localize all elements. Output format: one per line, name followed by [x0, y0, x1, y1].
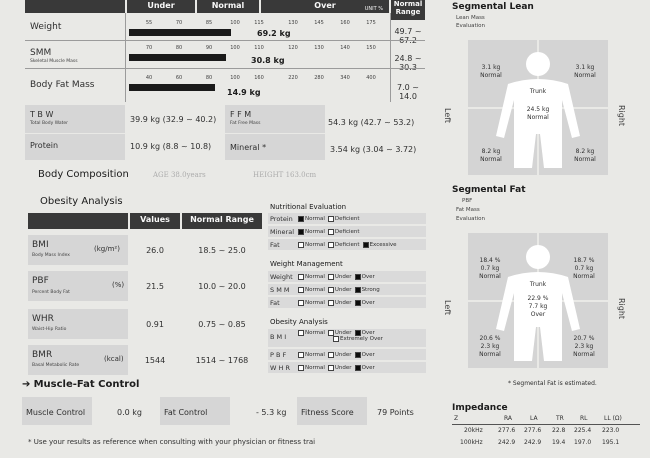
bfm-scale: [127, 75, 389, 82]
nutritional-title: Nutritional Evaluation: [270, 203, 347, 211]
wm-weight-under: [328, 274, 352, 280]
weight-value: 69.2 kg: [257, 29, 291, 38]
imp-cell: 242.9: [524, 439, 542, 446]
mineral-value: 3.54 kg (3.04 ~ 3.72): [330, 145, 417, 154]
header-under: Under: [127, 0, 195, 13]
checkbox-empty-icon: [328, 229, 334, 235]
mineral-label: Mineral *: [230, 143, 267, 152]
option-label: Normal: [305, 273, 325, 280]
bmi-name: BMI: [32, 240, 49, 250]
whr-value: 0.91: [146, 320, 164, 329]
nutr-mineral-normal: [298, 229, 325, 235]
segmental-fat-figure: [468, 233, 608, 368]
fat-left-leg-pbf: 20.6 %: [479, 335, 501, 342]
option-label: Under: [334, 299, 352, 306]
oe-bmi-label: B M I: [270, 333, 287, 341]
impedance-divider: [452, 424, 640, 425]
nutr-fat-row: [268, 239, 426, 250]
option-label: Strong: [361, 286, 380, 293]
checkbox-checked-icon: [355, 274, 361, 280]
checkbox-empty-icon: [298, 242, 304, 248]
wm-fat-normal: [298, 300, 325, 306]
fat-right-arm-kg: 0.7 kg: [574, 265, 594, 272]
nutr-protein-label: Protein: [270, 214, 293, 223]
oe-whr-over: [355, 365, 375, 371]
fat-left-arm-pbf: 18.4 %: [479, 257, 501, 264]
nutr-fat-deficient: [328, 242, 360, 248]
weight-label: Weight: [30, 22, 62, 32]
lean-right-label: Right: [617, 105, 626, 127]
bmi-range: 18.5 ~ 25.0: [198, 246, 246, 255]
smm-bar: [129, 54, 226, 61]
oe-pbf-row: [268, 349, 426, 360]
option-label: Under: [334, 286, 352, 293]
bfm-value: 14.9 kg: [227, 88, 261, 97]
lean-right-arm-eval: Normal: [574, 72, 596, 79]
col-divider: [125, 13, 126, 102]
lean-left-leg-kg: 8.2 kg: [481, 148, 501, 155]
bfm-range: 7.0 ~ 14.0: [397, 83, 419, 101]
option-label: Over: [361, 351, 375, 358]
weight-range: 49.7 ~: [394, 27, 422, 36]
checkbox-empty-icon: [298, 365, 304, 371]
fat-right-leg-pbf: 20.7 %: [573, 335, 595, 342]
wm-fat-label: Fat: [270, 298, 280, 307]
checkbox-empty-icon: [328, 216, 334, 222]
obesity-analysis-title: Obesity Analysis: [40, 196, 123, 207]
scale-tick: 220: [288, 75, 298, 81]
fat-control-value: - 5.3 kg: [256, 408, 287, 417]
weight-management: [268, 260, 428, 312]
wm-smm-strong: [355, 287, 380, 293]
fat-left-label: Left: [443, 300, 452, 316]
height-text: HEIGHT 163.0cm: [253, 171, 317, 179]
imp-cell: 197.0: [574, 439, 592, 446]
tbw-sublabel: Total Body Water: [30, 121, 69, 126]
scale-tick: 60: [175, 75, 183, 81]
imp-col-z: Z: [454, 415, 459, 422]
nutritional-evaluation: [268, 203, 428, 255]
header-normal-range: Normal Range: [391, 0, 425, 20]
imp-col-la: LA: [530, 415, 538, 422]
pbf-unit: (%): [112, 281, 125, 289]
nutr-protein-row: [268, 213, 426, 224]
scale-tick: 145: [314, 20, 324, 26]
scale-tick: 130: [288, 20, 298, 26]
row-divider: [25, 68, 425, 69]
scale-tick: 115: [254, 20, 264, 26]
segmental-fat-sub3: Evaluation: [456, 216, 486, 222]
col-range-header: Normal Range: [182, 213, 262, 229]
option-label: Normal: [305, 299, 325, 306]
scale-tick: 175: [366, 20, 376, 26]
footnote: * Use your results as reference when consulting with your physician or fitness trai: [28, 438, 316, 446]
fat-left-leg-kg: 2.3 kg: [480, 343, 500, 350]
imp-cell: 195.1: [602, 439, 620, 446]
checkbox-empty-icon: [298, 287, 304, 293]
impedance-title: Impedance: [452, 403, 508, 413]
scale-tick: 55: [145, 20, 153, 26]
scale-tick: 110: [254, 45, 264, 51]
fat-left-arm-kg: 0.7 kg: [480, 265, 500, 272]
checkbox-empty-icon: [333, 336, 339, 342]
scale-tick: 160: [254, 75, 264, 81]
lean-left-arm-kg: 3.1 kg: [481, 64, 501, 71]
lean-left-leg-eval: Normal: [480, 156, 502, 163]
wm-weight-row: [268, 271, 426, 282]
oe-pbf-over: [355, 352, 375, 358]
header-over-label: Over: [314, 1, 336, 10]
option-label: Over: [361, 330, 375, 336]
muscle-fat-control-title: [22, 379, 139, 390]
scale-tick: 120: [288, 45, 298, 51]
scale-tick: 400: [366, 75, 376, 81]
checkbox-empty-icon: [298, 330, 304, 336]
checkbox-empty-icon: [328, 300, 334, 306]
option-label: Normal: [305, 330, 325, 336]
imp-cell: 277.6: [524, 427, 542, 434]
col-divider: [390, 13, 391, 102]
fat-left-arm-eval: Normal: [479, 273, 501, 280]
oe-bmi-options: [298, 330, 424, 342]
protein-value: 10.9 kg (8.8 ~ 10.8): [130, 142, 212, 151]
smm-sublabel: Skeletal Muscle Mass: [30, 59, 78, 64]
fat-control-label: Fat Control: [164, 408, 208, 417]
checkbox-checked-icon: [355, 365, 361, 371]
whr-sub: Waist-Hip Ratio: [32, 327, 67, 332]
ffm-value: 54.3 kg (42.7 ~ 53.2): [328, 118, 415, 127]
weight-bar: [129, 29, 231, 36]
nutr-mineral-row: [268, 226, 426, 237]
fat-trunk-kg: 7.7 kg: [528, 303, 548, 310]
segmental-lean-sub2: Evaluation: [456, 23, 486, 29]
col-values-header: Values: [130, 213, 180, 229]
bmi-unit: (kg/m²): [94, 245, 120, 253]
tbw-label: T B W: [30, 110, 54, 119]
oe-bmi-extremely-over: [333, 336, 383, 342]
option-label: Under: [334, 330, 352, 336]
bmr-range: 1514 ~ 1768: [195, 356, 249, 365]
bmr-value: 1544: [144, 356, 166, 365]
pbf-name: PBF: [32, 276, 49, 286]
nutr-mineral-deficient: [328, 229, 360, 235]
smm-value: 30.8 kg: [251, 56, 285, 65]
option-label: Deficient: [334, 241, 360, 248]
checkbox-checked-icon: [363, 242, 369, 248]
header-unit: UNIT %: [364, 6, 383, 12]
age-text: AGE 38.0years: [153, 171, 206, 179]
lean-right-leg-eval: Normal: [574, 156, 596, 163]
checkbox-checked-icon: [298, 216, 304, 222]
wm-fat-row: [268, 297, 426, 308]
fat-right-leg-eval: Normal: [573, 351, 595, 358]
nutr-fat-excessive: [363, 242, 397, 248]
option-label: Normal: [305, 228, 325, 235]
checkbox-empty-icon: [298, 274, 304, 280]
nutr-protein-deficient: [328, 216, 360, 222]
checkbox-empty-icon: [328, 242, 334, 248]
fitness-score-value: 79 Points: [377, 408, 414, 417]
lean-trunk-kg: 24.5 kg: [526, 106, 550, 113]
checkbox-empty-icon: [328, 352, 334, 358]
row-divider: [25, 40, 425, 41]
scale-tick: 70: [145, 45, 153, 51]
ffm-sublabel: Fat Free Mass: [230, 121, 261, 126]
fat-right-label: Right: [617, 298, 626, 320]
imp-col-rl: RL: [580, 415, 588, 422]
imp-freq: 100kHz: [460, 439, 483, 446]
scale-tick: 70: [175, 20, 183, 26]
checkbox-checked-icon: [298, 229, 304, 235]
nutr-fat-label: Fat: [270, 240, 280, 249]
option-label: Normal: [305, 364, 325, 371]
body-composition-strip: [28, 165, 425, 185]
weight-mgmt-title: Weight Management: [270, 260, 343, 268]
segmental-fat-note: * Segmental Fat is estimated.: [508, 380, 597, 387]
obesity-eval-title: Obesity Analysis: [270, 318, 328, 326]
checkbox-checked-icon: [355, 352, 361, 358]
bmr-name: BMR: [32, 350, 53, 360]
ffm-label: F F M: [230, 110, 252, 119]
scale-tick: 80: [175, 45, 183, 51]
nutr-protein-normal: [298, 216, 325, 222]
segmental-fat-sub1: PBF: [462, 198, 473, 204]
impedance-table: [452, 415, 644, 453]
bmi-sub: Body Mass Index: [32, 253, 70, 258]
oe-bmi-normal: [298, 330, 325, 336]
checkbox-checked-icon: [355, 300, 361, 306]
scale-tick: 130: [314, 45, 324, 51]
oe-pbf-normal: [298, 352, 325, 358]
scale-tick: 90: [205, 45, 213, 51]
option-label: Deficient: [334, 228, 360, 235]
checkbox-empty-icon: [298, 300, 304, 306]
muscle-control-value: 0.0 kg: [117, 408, 142, 417]
imp-freq: 20kHz: [464, 427, 483, 434]
segmental-lean-sub1: Lean Mass: [456, 15, 485, 21]
lean-right-leg-kg: 8.2 kg: [575, 148, 595, 155]
option-label: Normal: [305, 215, 325, 222]
option-label: Normal: [305, 351, 325, 358]
composition-block: [25, 105, 425, 161]
wm-smm-row: [268, 284, 426, 295]
wm-smm-under: [328, 287, 352, 293]
option-label: Excessive: [369, 241, 397, 248]
scale-tick: 340: [340, 75, 350, 81]
option-label: Over: [361, 299, 375, 306]
imp-cell: 242.9: [498, 439, 516, 446]
imp-col-tr: TR: [556, 415, 564, 422]
pbf-value: 21.5: [146, 282, 164, 291]
muscle-control-label: Muscle Control: [26, 408, 86, 417]
oe-whr-under: [328, 365, 352, 371]
option-label: Normal: [305, 241, 325, 248]
whr-range: 0.75 ~ 0.85: [198, 320, 246, 329]
imp-cell: 277.6: [498, 427, 516, 434]
oe-pbf-under: [328, 352, 352, 358]
wm-fat-under: [328, 300, 352, 306]
scale-tick: 140: [340, 45, 350, 51]
obesity-head-left: [28, 213, 128, 229]
smm-scale: [127, 45, 389, 52]
wm-weight-normal: [298, 274, 325, 280]
fat-left-leg-eval: Normal: [479, 351, 501, 358]
option-label: Under: [334, 351, 352, 358]
scale-tick: 160: [340, 20, 350, 26]
segmental-lean-figure: [468, 40, 608, 175]
obesity-evaluation: [268, 318, 428, 376]
bullet-arrow-icon: ➔: [22, 379, 31, 390]
checkbox-checked-icon: [355, 287, 361, 293]
smm-range: 24.8 ~: [394, 54, 422, 63]
lean-trunk-label: Trunk: [529, 88, 547, 95]
imp-cell: 225.4: [574, 427, 592, 434]
fat-right-arm-pbf: 18.7 %: [573, 257, 595, 264]
lean-left-label: Left: [443, 108, 452, 124]
header-left-dark: [25, 0, 125, 13]
fat-trunk-label: Trunk: [529, 281, 547, 288]
pbf-range: 10.0 ~ 20.0: [198, 282, 246, 291]
scale-tick: 100: [230, 45, 240, 51]
wm-weight-label: Weight: [270, 272, 293, 281]
muscle-fat-control-label: Muscle-Fat Control: [33, 379, 140, 390]
imp-cell: 19.4: [552, 439, 566, 446]
muscle-fat-control-row: [22, 397, 437, 427]
wm-weight-over: [355, 274, 375, 280]
weight-scale: [127, 20, 389, 27]
lean-right-arm-kg: 3.1 kg: [575, 64, 595, 71]
tbw-value: 39.9 kg (32.9 ~ 40.2): [130, 115, 217, 124]
fitness-score-label: Fitness Score: [301, 408, 354, 417]
imp-col-ll: LL (Ω): [604, 415, 622, 422]
scale-tick: 150: [366, 45, 376, 51]
option-label: Deficient: [334, 215, 360, 222]
fat-trunk-pbf: 22.9 %: [527, 295, 549, 302]
segmental-fat-sub2: Fat Mass: [456, 207, 480, 213]
scale-tick: 100: [230, 75, 240, 81]
option-label: Normal: [305, 286, 325, 293]
whr-name: WHR: [32, 314, 54, 324]
bmi-value: 26.0: [146, 246, 164, 255]
checkbox-empty-icon: [328, 274, 334, 280]
header-over: [261, 0, 389, 13]
lean-left-arm-eval: Normal: [480, 72, 502, 79]
segmental-fat-title: Segmental Fat: [452, 185, 526, 195]
nutr-mineral-label: Mineral: [270, 227, 294, 236]
fat-trunk-eval: Over: [530, 311, 546, 318]
nutr-fat-normal: [298, 242, 325, 248]
fat-right-arm-eval: Normal: [573, 273, 595, 280]
imp-cell: 223.0: [602, 427, 620, 434]
obesity-table: [28, 213, 263, 378]
header-normal: Normal: [197, 0, 259, 13]
scale-tick: 280: [314, 75, 324, 81]
bfm-bar: [129, 84, 215, 91]
option-label: Over: [361, 364, 375, 371]
wm-smm-normal: [298, 287, 325, 293]
bmr-sub: Basal Metabolic Rate: [32, 363, 80, 368]
option-label: Over: [361, 273, 375, 280]
oe-whr-label: W H R: [270, 363, 290, 372]
oe-bmi-row: [268, 329, 426, 347]
checkbox-empty-icon: [298, 352, 304, 358]
wm-fat-over: [355, 300, 375, 306]
fat-right-leg-kg: 2.3 kg: [574, 343, 594, 350]
imp-col-ra: RA: [504, 415, 513, 422]
protein-label: Protein: [30, 141, 59, 150]
body-composition-title: Body Composition: [38, 169, 129, 180]
scale-tick: 100: [230, 20, 240, 26]
scale-tick: 80: [205, 75, 213, 81]
option-label: Under: [334, 273, 352, 280]
scale-tick: 85: [205, 20, 213, 26]
checkbox-empty-icon: [328, 365, 334, 371]
pbf-sub: Percent Body Fat: [32, 290, 70, 295]
body-fat-mass-label: Body Fat Mass: [30, 80, 95, 90]
option-label: Under: [334, 364, 352, 371]
lean-trunk-eval: Normal: [527, 114, 549, 121]
smm-label: SMM: [30, 48, 52, 58]
imp-cell: 22.8: [552, 427, 566, 434]
oe-pbf-label: P B F: [270, 350, 287, 359]
checkbox-empty-icon: [328, 287, 334, 293]
segmental-lean-title: Segmental Lean: [452, 2, 534, 12]
bmr-unit: (kcal): [104, 355, 124, 363]
scale-tick: 40: [145, 75, 153, 81]
muscle-fat-analysis: [25, 0, 425, 102]
oe-whr-row: [268, 362, 426, 373]
wm-smm-label: S M M: [270, 285, 290, 294]
oe-whr-normal: [298, 365, 325, 371]
option-label: Extremely Over: [340, 336, 383, 342]
